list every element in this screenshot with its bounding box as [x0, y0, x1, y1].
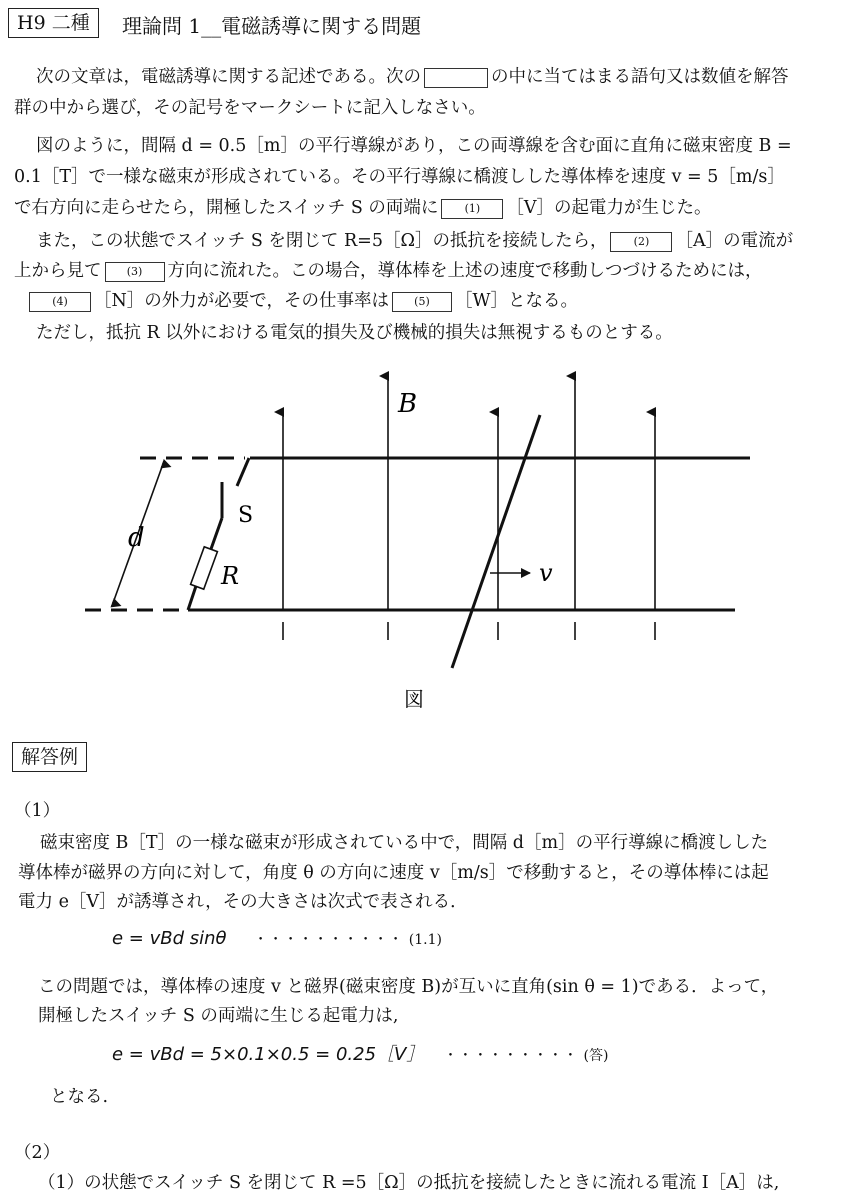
- label-v: v: [539, 559, 553, 587]
- answer-blank-empty: [424, 68, 488, 88]
- answer-blank-5: (5): [392, 292, 452, 312]
- label-B: B: [398, 389, 418, 419]
- answer-blank-4: (4): [29, 292, 91, 312]
- conductor-rod: [452, 415, 540, 668]
- switch-S: [237, 458, 249, 486]
- s1-line-4: この問題では，導体棒の速度 v と磁界(磁束密度 B)が互いに直角(sin θ = 1)である．よって，: [38, 977, 779, 997]
- equation-answer-1: e = vBd = 5×0.1×0.5 = 0.25［V］ ・・・・・・・・・ (答): [112, 1044, 609, 1065]
- resistor-R: [191, 547, 218, 589]
- q-line-5: で右方向に走らせたら，開極したスイッチ S の両端に (1) ［V］の起電力が生じた。: [14, 198, 712, 218]
- circuit-figure: [0, 360, 845, 720]
- problem-tag: H9 二種: [8, 8, 99, 38]
- q-line-7: 上から見て (3) 方向に流れた。この場合，導体棒を上述の速度で移動しつづけるためには，: [14, 261, 763, 281]
- equation-1-1: e = vBd sinθ ・・・・・・・・・・ (1.1): [112, 928, 442, 949]
- label-R: R: [221, 562, 240, 590]
- s1-line-3: 電力 e［V］が誘導され，その大きさは次式で表される．: [18, 892, 468, 912]
- answer-blank-1: (1): [441, 199, 503, 219]
- label-S: S: [238, 503, 254, 528]
- q-line-6: また，この状態でスイッチ S を閉じて R=5［Ω］の抵抗を接続したら， (2) ［A］の電流が: [36, 231, 794, 251]
- q-line-1: 次の文章は，電磁誘導に関する記述である。次の の中に当てはまる語句又は数値を解答: [36, 67, 789, 87]
- answer-heading: 解答例: [12, 742, 87, 772]
- field-ticks: [283, 622, 655, 640]
- s1-line-1: 磁束密度 B［T］の一様な磁束が形成されている中で，間隔 d［m］の平行導線に橋渡しした: [40, 833, 769, 853]
- answer-blank-3: (3): [105, 262, 165, 282]
- s1-line-5: 開極したスイッチ S の両端に生じる起電力は,: [38, 1006, 399, 1026]
- label-d: d: [128, 523, 145, 553]
- s1-line-2: 導体棒が磁界の方向に対して，角度 θ の方向に速度 v［m/s］で移動すると，その導体棒には起: [18, 863, 769, 883]
- q-line-3: 図のように，間隔 d = 0.5［m］の平行導線があり，この両導線を含む面に直角に磁束密度 B =: [36, 136, 792, 156]
- s1-line-6: となる.: [50, 1087, 109, 1107]
- s2-line-1: （1）の状態でスイッチ S を閉じて R =5［Ω］の抵抗を接続したときに流れる電流 I［A］は,: [38, 1173, 780, 1193]
- magnetic-field-arrows: [283, 376, 655, 610]
- answer-blank-2: (2): [610, 232, 672, 252]
- section-1-number: （1）: [14, 801, 61, 821]
- page-title: 理論問 1__電磁誘導に関する問題: [122, 14, 422, 38]
- q-line-2: 群の中から選び，その記号をマークシートに記入しなさい。: [14, 98, 486, 118]
- q-line-9: ただし，抵抗 R 以外における電気的損失及び機械的損失は無視するものとする。: [36, 323, 673, 343]
- figure-caption: 図: [404, 687, 424, 711]
- section-2-number: （2）: [14, 1143, 61, 1163]
- q-line-8: (4) ［N］の外力が必要で，その仕事率は (5) ［W］となる。: [26, 286, 578, 316]
- q-line-4: 0.1［T］で一様な磁束が形成されている。その平行導線に橋渡しした導体棒を速度 v = 5［m/s］: [14, 167, 785, 187]
